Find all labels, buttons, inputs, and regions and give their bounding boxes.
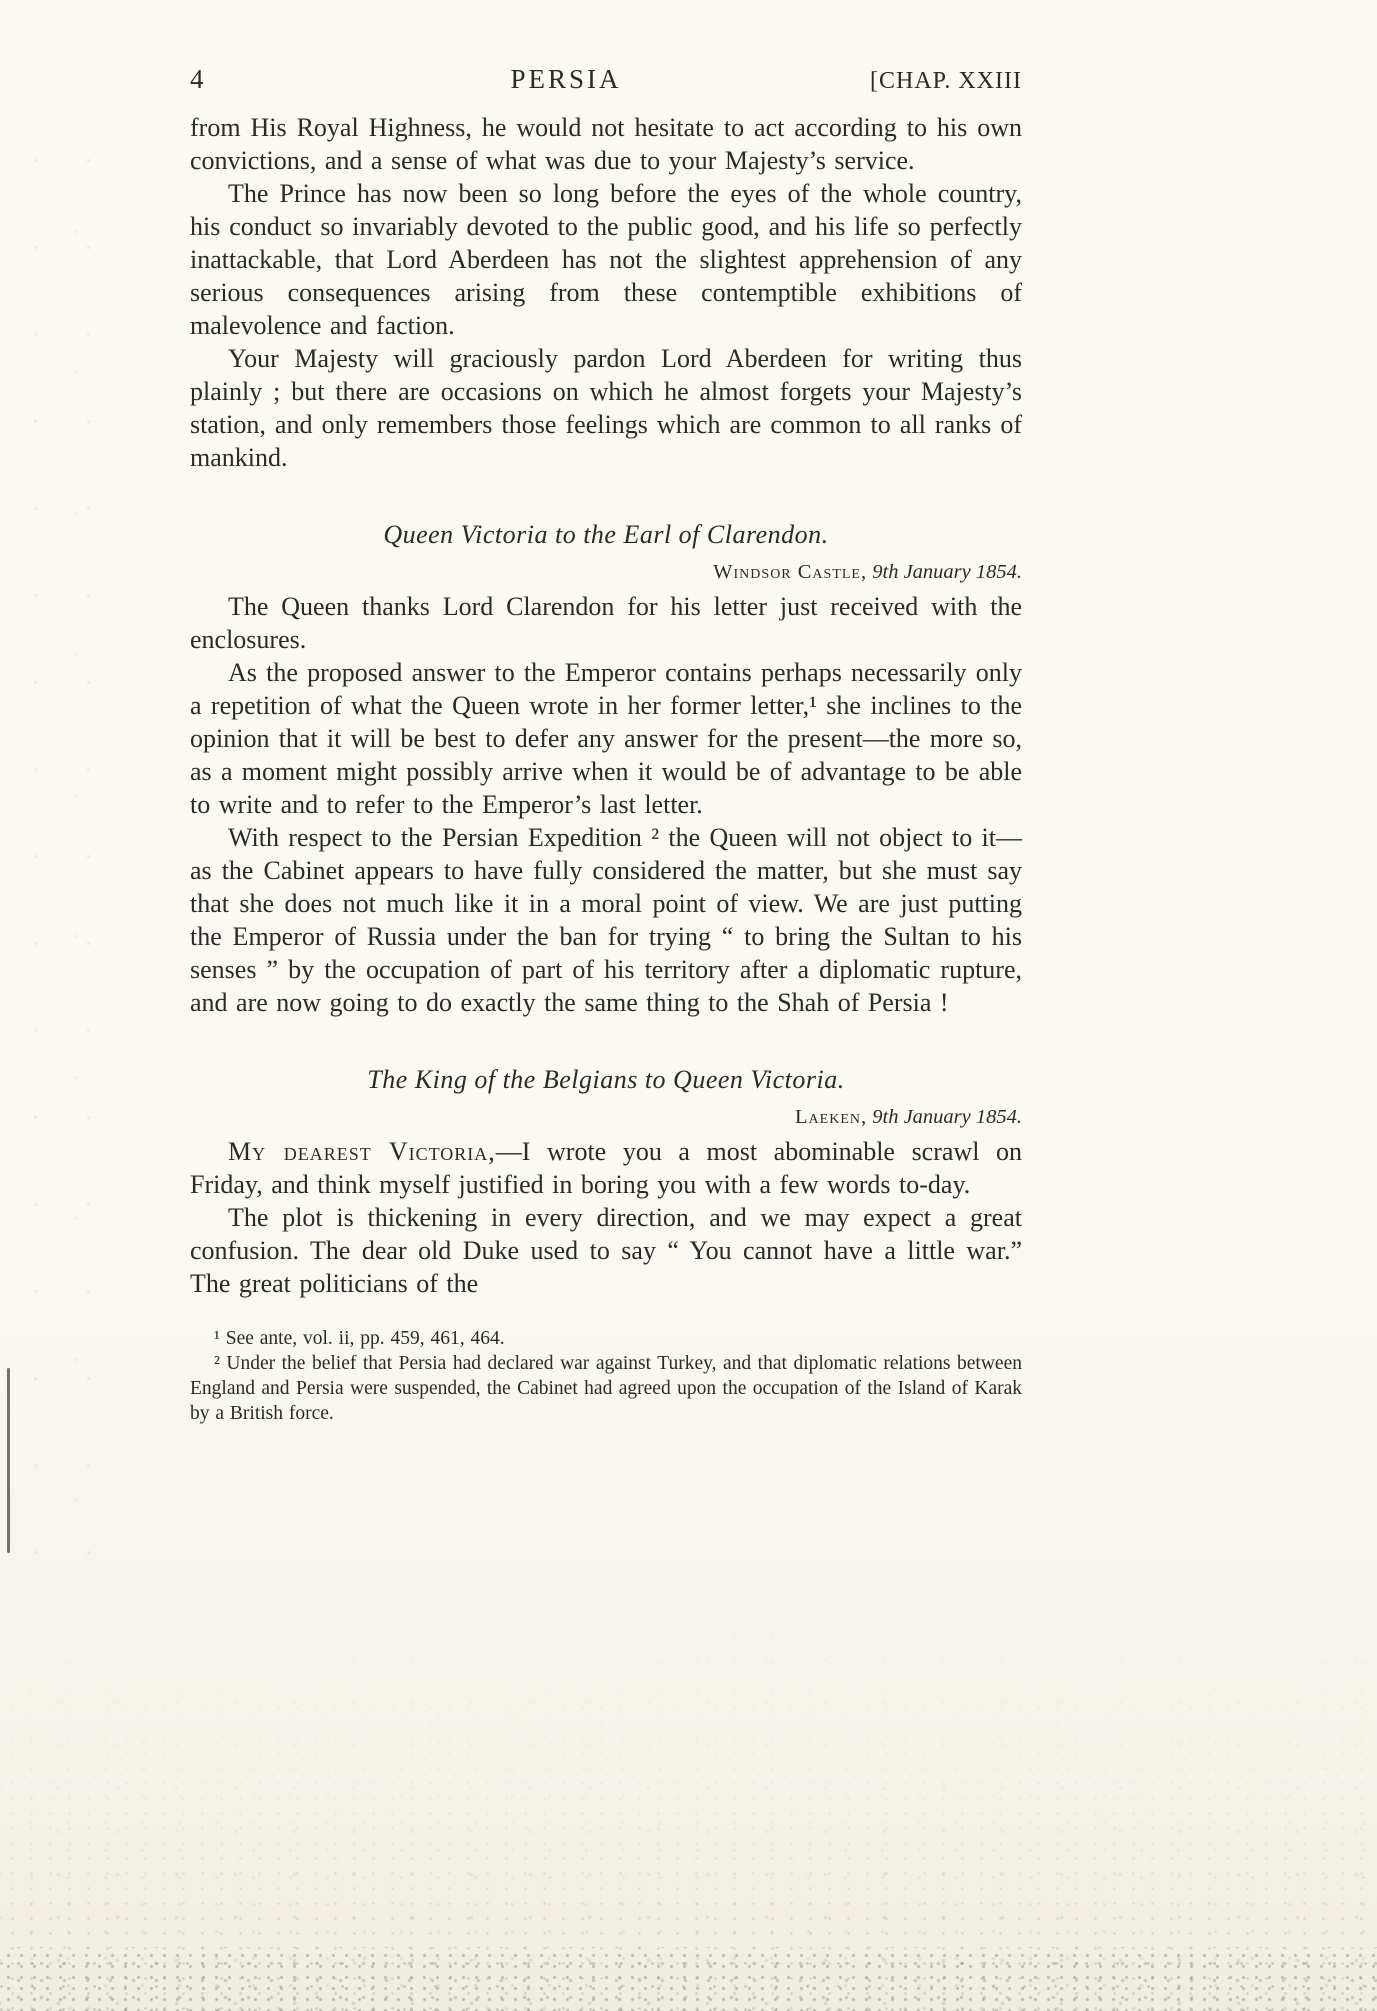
page-number: 4 xyxy=(190,64,204,94)
letter-heading: Queen Victoria to the Earl of Clarendon. xyxy=(383,520,829,549)
letter-heading: The King of the Belgians to Queen Victoria. xyxy=(367,1065,845,1094)
footnotes xyxy=(190,1326,1022,1426)
letter-king-belgians-to-victoria xyxy=(190,1065,1022,1300)
scan-noise-left xyxy=(0,100,120,1600)
letter-paragraph: The Queen thanks Lord Clarendon for his letter just received with the enclosures. xyxy=(190,592,1022,654)
scan-noise-strip xyxy=(0,1947,1377,2011)
dateline-date: 9th January 1854. xyxy=(872,561,1022,583)
scan-noise-bottom xyxy=(0,1531,1377,2011)
letter-victoria-to-clarendon xyxy=(190,520,1022,1019)
intro-paragraph-2: The Prince has now been so long before the eyes of the whole country, his conduct so invariably devoted to the public good, and his life so perfectly inattackable, that Lord Aberdeen has not the slightest apprehension of any serious consequences arising from these contemptible exhibitions of malevolence and faction. xyxy=(190,179,1022,340)
letter-paragraph: The plot is thickening in every direction, and we may expect a great confusion. The dear old Duke used to say “ You cannot have a little war.” The great politicians of the xyxy=(190,1203,1022,1298)
page-content xyxy=(190,64,1022,1426)
letter-paragraph: With respect to the Persian Expedition ² the Queen will not object to it—as the Cabinet appears to have fully considered the matter, but she must say that she does not much like it in a moral point of view. We are just putting the Emperor of Russia under the ban for trying “ to bring the Sultan to his senses ” by the occupation of part of his territory after a diplomatic rupture, and are now going to do exactly the same thing to the Shah of Persia ! xyxy=(190,823,1022,1017)
chapter-label: [CHAP. XXIII xyxy=(870,68,1022,94)
dateline-date: 9th January 1854. xyxy=(872,1106,1022,1128)
letter-dateline xyxy=(190,1103,1022,1131)
letter-opening-paragraph xyxy=(190,1135,1022,1201)
dateline-place: Laeken, xyxy=(795,1106,868,1128)
letter-paragraph: As the proposed answer to the Emperor contains perhaps necessarily only a repetition of what the Queen wrote in her former letter,¹ she inclines to the opinion that it will be best to defer any answer for the present—the more so, as a moment might possibly arrive when it would be of advantage to be able to write and to refer to the Emperor’s last letter. xyxy=(190,658,1022,819)
running-title: PERSIA xyxy=(510,64,622,94)
running-head xyxy=(190,64,1022,95)
letter-dateline xyxy=(190,558,1022,586)
opening-text: —I wrote you a most abominable scrawl on Friday, and think myself justified in boring you with a few words to-day. xyxy=(190,1137,1023,1199)
footnote-2: ² Under the belief that Persia had declared war against Turkey, and that diplomatic relations between England and Persia were suspended, the Cabinet had agreed upon the occupation of the Island of Karak by a British force. xyxy=(190,1353,1022,1424)
intro-paragraph-3: Your Majesty will graciously pardon Lord Aberdeen for writing thus plainly ; but there are occasions on which he almost forgets your Majesty’s station, and only remembers those feelings which are common to all ranks of mankind. xyxy=(190,344,1022,472)
intro-paragraph-1: from His Royal Highness, he would not hesitate to act according to his own convictions, and a sense of what was due to your Majesty’s service. xyxy=(190,113,1022,175)
salutation: My dearest Victoria, xyxy=(228,1137,496,1166)
footnote-1: ¹ See ante, vol. ii, pp. 459, 461, 464. xyxy=(214,1328,505,1349)
dateline-place: Windsor Castle, xyxy=(713,561,868,583)
